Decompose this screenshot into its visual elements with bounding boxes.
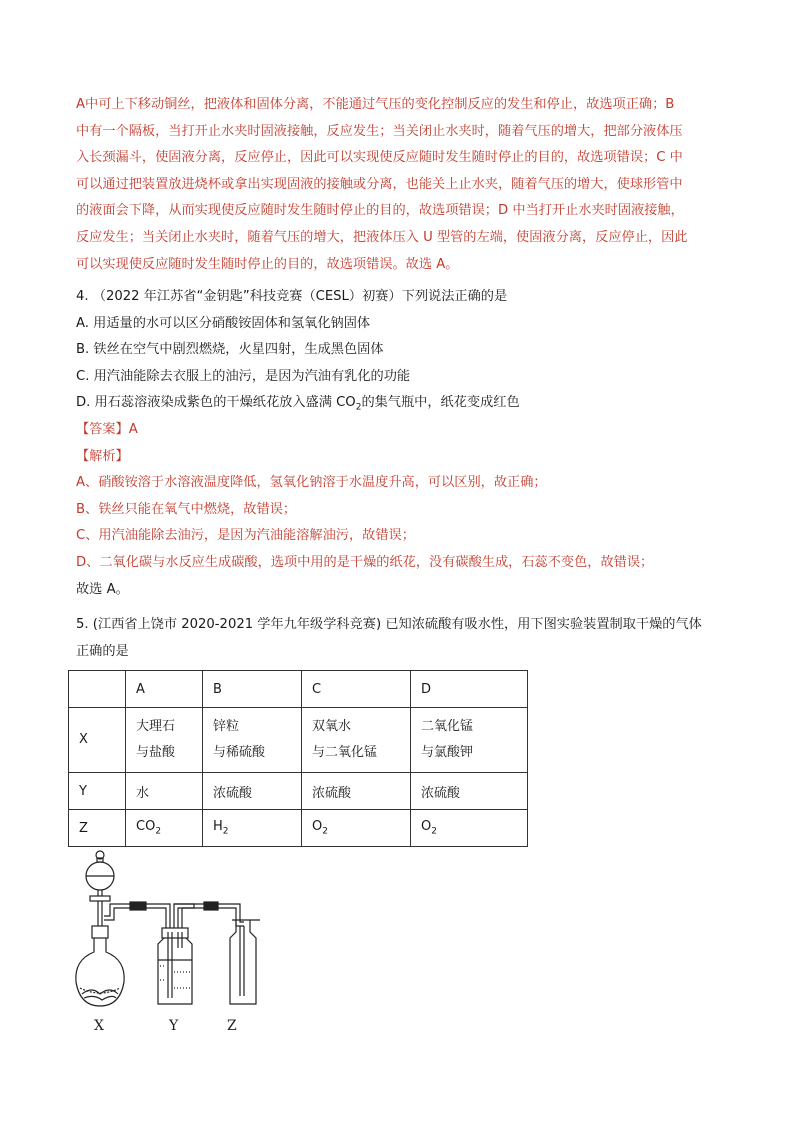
answer-label: 【答案】A [76,422,138,437]
table-header: C [302,671,411,708]
conclusion-line: 故选 A。 [76,581,129,597]
table-cell: $H_2$ [203,810,302,847]
question-4-option-d: D. 用石蕊溶液染成紫色的干燥纸花放入盛满 $CO_2$的集气瓶中，纸花变成红色 [76,395,520,414]
table-row [69,773,528,810]
question-4-option-a: A. 用适量的水可以区分硝酸铵固体和氢氧化钠固体 [76,315,371,331]
options-table [68,670,528,847]
table-cell: 锌粒 与稀硫酸 [203,708,302,773]
explanation-line: 反应发生；当关闭止水夹时，随着气压的增大，把液体压入 U 型管的左端，使固液分离，反应停止，因此 [76,229,688,245]
row-label: X [69,708,126,773]
row-label: Z [69,810,126,847]
table-cell: 浓硫酸 [302,773,411,810]
table-cell: $CO_2$ [126,810,203,847]
table-cell: 浓硫酸 [411,773,528,810]
table-cell: $O_2$ [302,810,411,847]
bottle-y-icon [158,928,192,1004]
table-header-row [69,671,528,708]
explanation-line: 可以通过把装置放进烧杯或拿出实现固液的接触或分离，也能关上止水夹，随着气压的增大，使球形管中 [76,176,683,192]
explanation-line: 的液面会下降，从而实现使反应随时发生随时停止的目的，故选项错误；D 中当打开止水夹时固液接触， [76,203,684,219]
table-row [69,810,528,847]
table-cell: 浓硫酸 [203,773,302,810]
table-cell: 二氧化锰 与氯酸钾 [411,708,528,773]
apparatus-diagram [70,848,270,1038]
row-label: Y [69,773,126,810]
table-cell: 双氧水 与二氧化锰 [302,708,411,773]
bottle-z-icon [230,920,260,1004]
table-header: A [126,671,203,708]
question-4-stem: 4. （2022 年江苏省“金钥匙”科技竞赛（CESL）初赛）下列说法正确的是 [76,289,508,304]
label-z: Z [227,1018,237,1034]
question-4-option-b: B. 铁丝在空气中剧烈燃烧，火星四射，生成黑色固体 [76,342,384,358]
analysis-line: A、硝酸铵溶于水溶液温度降低，氢氧化钠溶于水温度升高，可以区别，故正确； [76,475,547,491]
explanation-line: A中可上下移动铜丝，把液体和固体分离，不能通过气压的变化控制反应的发生和停止，故选项正确；B [76,97,675,112]
table-cell: $O_2$ [411,810,528,847]
table-cell: 水 [126,773,203,810]
table-cell: 大理石 与盐酸 [126,708,203,773]
question-4-option-c: C. 用汽油能除去衣服上的油污，是因为汽油有乳化的功能 [76,368,411,384]
question-5-stem-cont: 正确的是 [76,643,129,659]
analysis-line: B、铁丝只能在氧气中燃烧，故错误； [76,501,297,517]
table-cell [69,671,126,708]
analysis-line: C、用汽油能除去油污，是因为汽油能溶解油污，故错误； [76,528,415,544]
question-4-solution [76,417,716,603]
analysis-line: D、二氧化碳与水反应生成碳酸，选项中用的是干燥的纸花，没有碳酸生成，石蕊不变色，故错误； [76,554,654,570]
label-x: X [94,1018,104,1034]
analysis-label: 【解析】 [76,448,129,464]
table-row [69,708,528,773]
explanation-line: 入长颈漏斗，使固液分离，反应停止，因此可以实现使反应随时发生随时停止的目的，故选项错误；C 中 [76,150,683,166]
question-4 [76,284,716,422]
explanation-line: 中有一个隔板，当打开止水夹时固液接触，反应发生；当关闭止水夹时，随着气压的增大，把部分液体压 [76,123,683,139]
question-5-stem: 5. (江西省上饶市 2020-2021 学年九年级学科竞赛) 已知浓硫酸有吸水性，用下图实验装置制取干燥的气体 [76,617,702,632]
label-y: Y [169,1018,179,1034]
explanation-line: 可以实现使反应随时发生随时停止的目的，故选项错误。故选 A。 [76,256,459,272]
previous-explanation [76,92,716,278]
question-5 [76,612,716,665]
flask-x-icon [76,926,124,1006]
table-header: B [203,671,302,708]
table-header: D [411,671,528,708]
